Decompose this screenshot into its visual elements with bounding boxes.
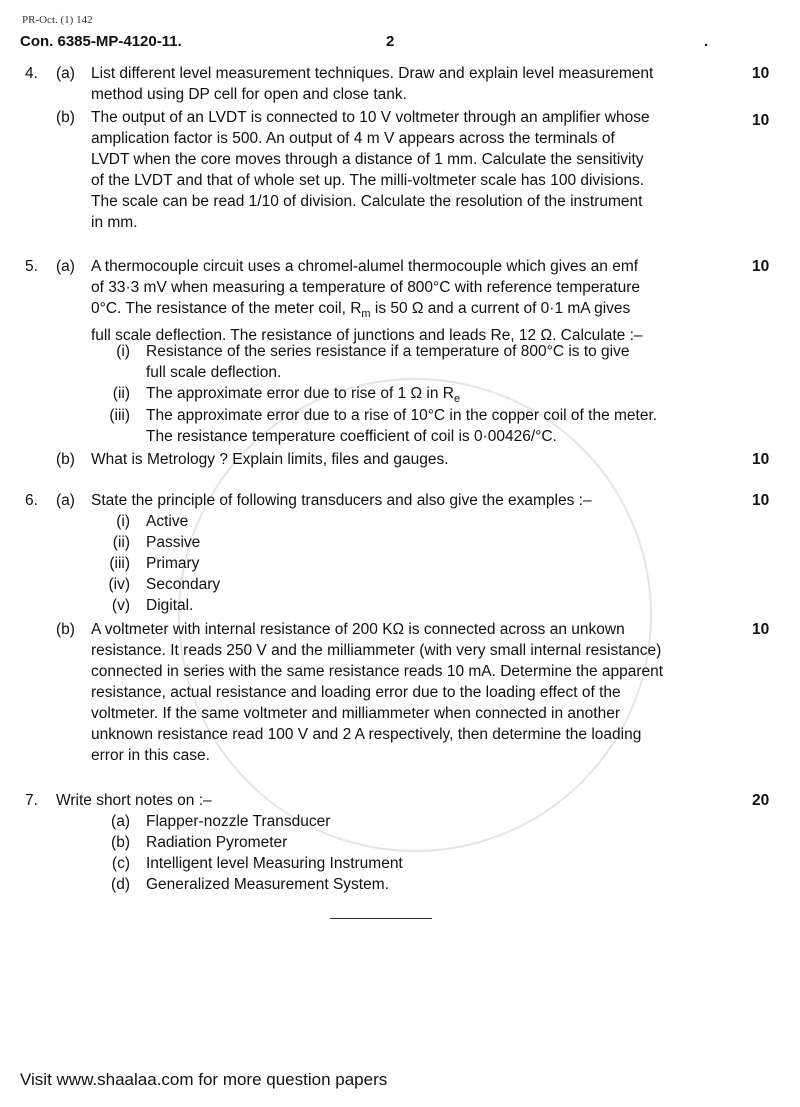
part-label: (b) bbox=[56, 109, 75, 126]
part-label: (b) bbox=[56, 451, 75, 468]
question-text: Write short notes on :– bbox=[56, 792, 212, 809]
part-label: (a) bbox=[56, 65, 75, 82]
part-label: (b) bbox=[56, 621, 75, 638]
marks: 20 bbox=[752, 792, 770, 809]
page-number: 2 bbox=[386, 33, 395, 50]
question-number: 5. bbox=[25, 258, 38, 275]
paper-code: Con. 6385-MP-4120-11. bbox=[20, 33, 182, 50]
question-text: The output of an LVDT is connected to 10 V voltmeter through an amplifier whose amplication factor is 500. An output of 4 m V appears across the terminals of LVDT when the core moves through a distance of 1 mm. Calculate the sensitivity of the LVDT and that of whole set up. The milli-voltmeter scale has 100 divisions. The scale can be read 1/10 of division. Calculate the resolution of the instrument in mm. bbox=[91, 109, 650, 231]
header-dot: . bbox=[704, 33, 709, 50]
part-label: (a) bbox=[56, 258, 75, 275]
question-number: 4. bbox=[25, 65, 38, 82]
question-text: A thermocouple circuit uses a chromel-alumel thermocouple which gives an emf of 33·3 mV when measuring a temperature of 800°C with reference temperature 0°C. The resistance of the meter coil, $R_m$ is 50 Ω and a current of 0·1 mA gives full scale deflection. The resistance of junctions and leads Re, 12 Ω. Calculate :– bbox=[91, 258, 643, 344]
part-label: (a) bbox=[56, 492, 75, 509]
marks: 10 bbox=[752, 65, 770, 82]
marks: 10 bbox=[752, 492, 770, 509]
marks: 10 bbox=[752, 451, 770, 468]
question-text: List different level measurement techniques. Draw and explain level measurement method using DP cell for open and close tank. bbox=[91, 65, 654, 103]
marks: 10 bbox=[752, 258, 770, 275]
footer-note: Visit www.shaalaa.com for more question papers bbox=[20, 1070, 388, 1089]
end-of-paper-line bbox=[330, 918, 432, 919]
marks: 10 bbox=[752, 112, 770, 129]
question-number: 7. bbox=[25, 792, 38, 809]
print-code: PR-Oct. (1) 142 bbox=[22, 14, 93, 26]
question-number: 6. bbox=[25, 492, 38, 509]
question-text: What is Metrology ? Explain limits, files and gauges. bbox=[91, 451, 449, 468]
question-text: A voltmeter with internal resistance of 200 KΩ is connected across an unkown resistance. It reads 250 V and the milliammeter (with very small internal resistance) connected in series with the same resistance reads 10 mA. Determine the apparent resistance, actual resistance and loading error due to the loading effect of the voltmeter. If the same voltmeter and milliammeter when connected in another unknown resistance read 100 V and 2 A respectively, then determine the loading error in this case. bbox=[91, 621, 664, 764]
question-text: State the principle of following transducers and also give the examples :– bbox=[91, 492, 592, 509]
marks: 10 bbox=[752, 621, 770, 638]
